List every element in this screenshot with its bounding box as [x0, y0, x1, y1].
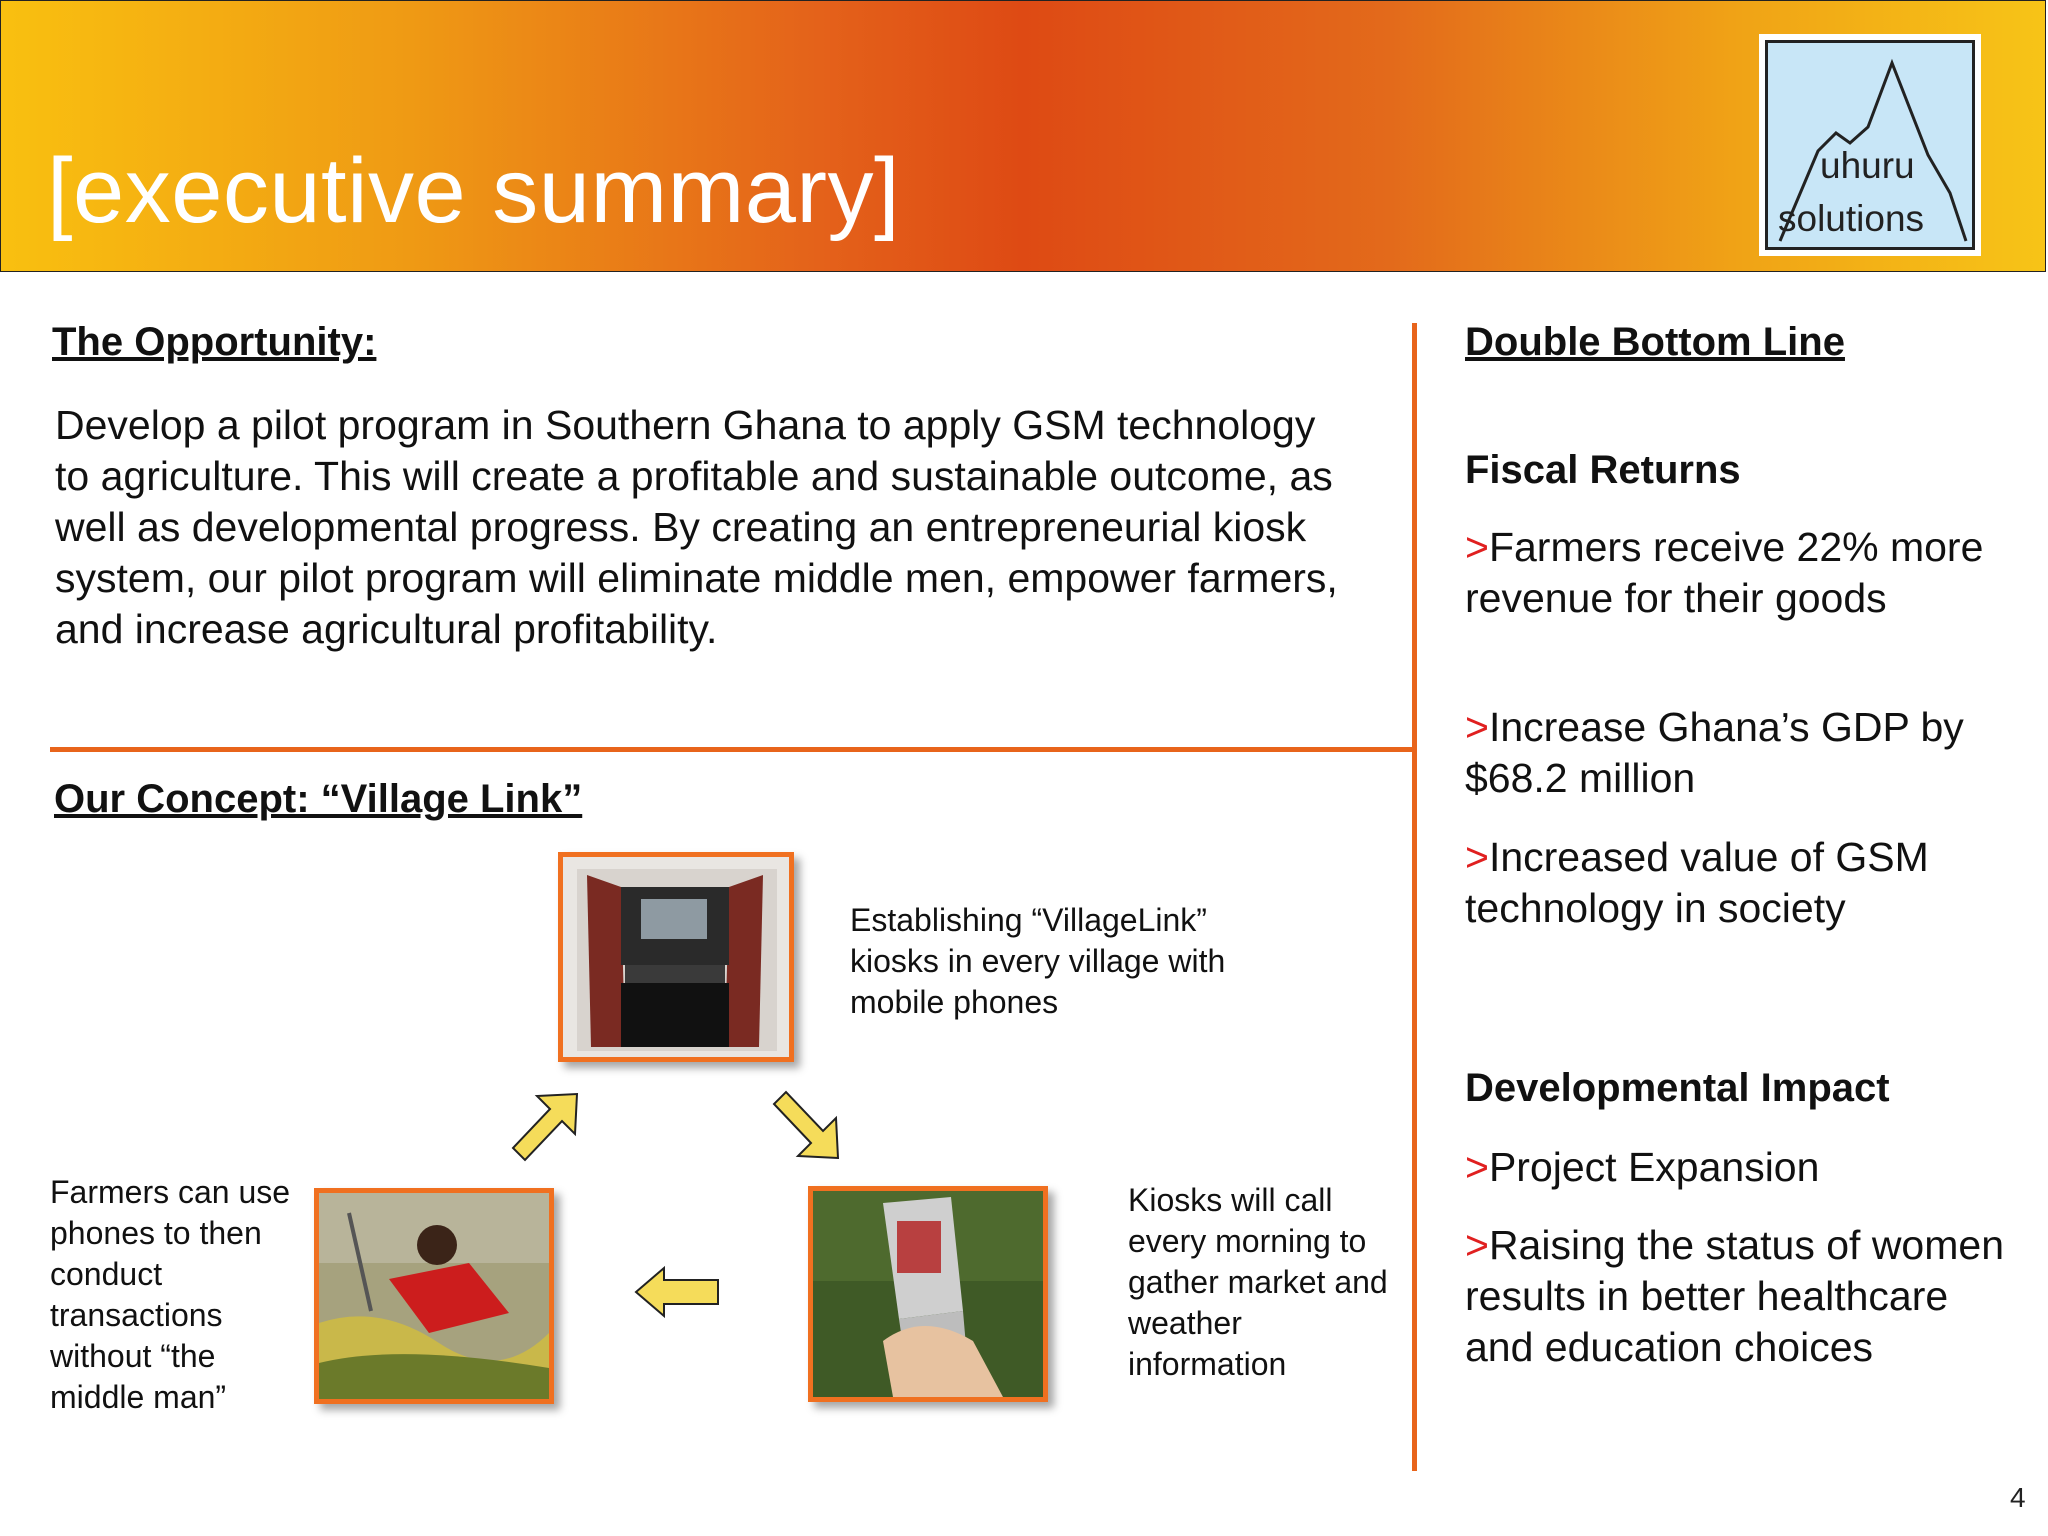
phone-caption: Kiosks will call every morning to gather market and weather information: [1128, 1182, 1388, 1382]
kiosk-photo: [558, 852, 794, 1062]
bullet-marker: >: [1465, 834, 1489, 880]
kiosk-caption: Establishing “VillageLink” kiosks in every village with mobile phones: [850, 902, 1226, 1020]
horizontal-divider: [50, 747, 1415, 752]
fiscal-bullet: >Farmers receive 22% more revenue for their goods: [1465, 524, 1984, 621]
double-bottom-line-heading: Double Bottom Line: [1465, 320, 1845, 364]
bullet-marker: >: [1465, 1222, 1489, 1268]
arrow-down-right-icon: [766, 1084, 846, 1164]
bullet-marker: >: [1465, 524, 1489, 570]
developmental-bullet: >Raising the status of women results in better healthcare and education choices: [1465, 1222, 2004, 1370]
arrow-left-icon: [632, 1264, 724, 1320]
arrow-up-right-icon: [505, 1088, 585, 1168]
fiscal-bullet: >Increase Ghana’s GDP by $68.2 million: [1465, 704, 1964, 801]
opportunity-body: Develop a pilot program in Southern Ghana to apply GSM technology to agriculture. This will create a profitable and sustainable outcome, as well as developmental progress. By creating an entrepreneurial kiosk system, our pilot program will eliminate middle men, empower farmers, and increase agricultural profitability.: [55, 402, 1338, 652]
developmental-impact-title: Developmental Impact: [1465, 1066, 1890, 1110]
kiosk-image: [563, 857, 789, 1057]
page-number: 4: [2010, 1482, 2026, 1513]
farmer-photo: [314, 1188, 554, 1404]
bullet-marker: >: [1465, 1144, 1489, 1190]
logo-text-uhuru: uhuru: [1820, 145, 1915, 186]
farmer-caption: Farmers can use phones to then conduct transactions without “the middle man”: [50, 1174, 291, 1415]
bullet-marker: >: [1465, 704, 1489, 750]
company-logo: [1759, 34, 1981, 256]
concept-heading: Our Concept: “Village Link”: [54, 777, 583, 821]
phone-photo: [808, 1186, 1048, 1402]
slide-title: [executive summary]: [47, 140, 901, 242]
opportunity-heading: The Opportunity:: [52, 320, 377, 364]
fiscal-returns-title: Fiscal Returns: [1465, 448, 1741, 492]
farmer-image: [319, 1193, 549, 1399]
header-banner: [0, 0, 2046, 272]
vertical-divider: [1412, 323, 1417, 1471]
developmental-bullet: >Project Expansion: [1465, 1144, 1820, 1190]
phone-image: [813, 1191, 1043, 1397]
logo-text-solutions: solutions: [1778, 198, 1925, 239]
fiscal-bullet: >Increased value of GSM technology in society: [1465, 834, 1929, 931]
